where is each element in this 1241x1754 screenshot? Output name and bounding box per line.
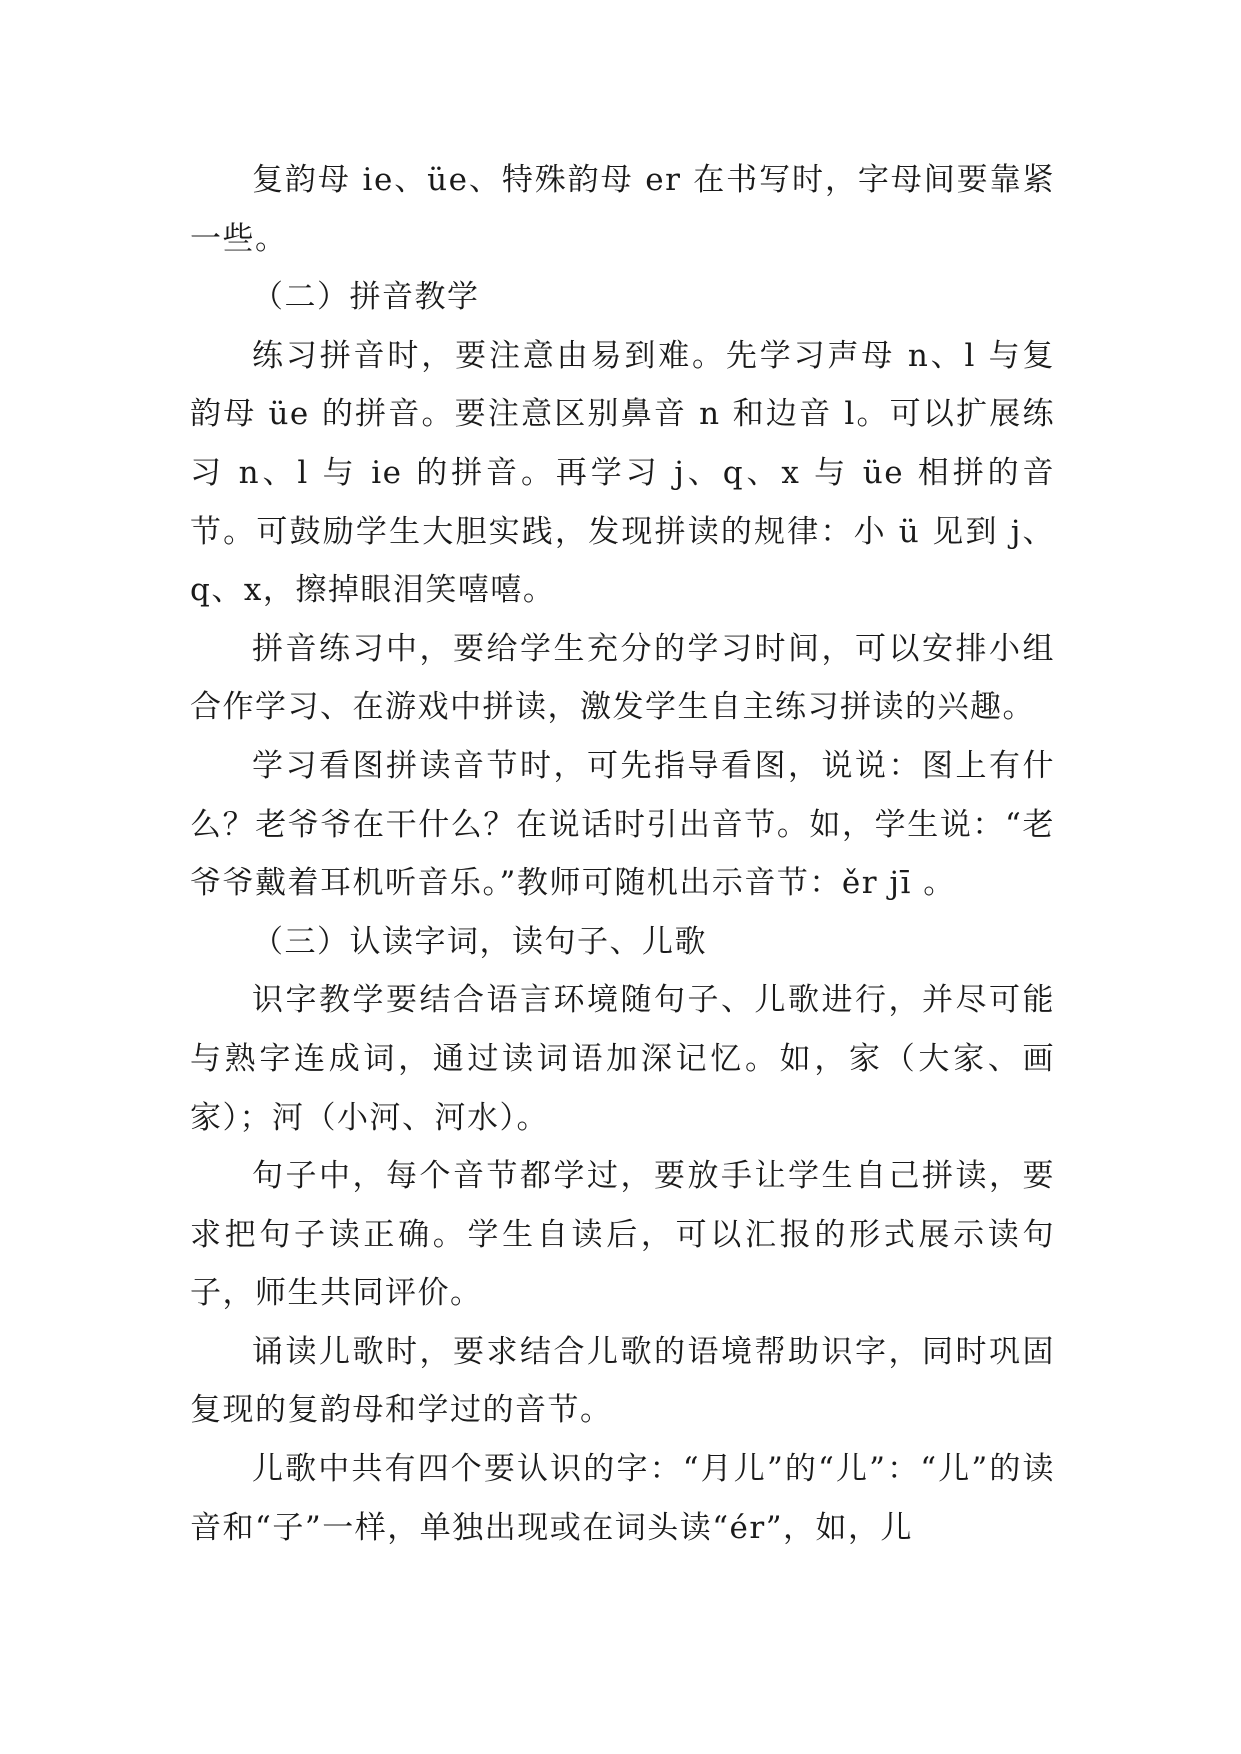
paragraph-rhyme-reading: 诵读儿歌时，要求结合儿歌的语境帮助识字，同时巩固复现的复韵母和学过的音节。 [190,1333,1055,1429]
paragraph-pinyin-practice: 练习拼音时，要注意由易到难。先学习声母 n、l 与复韵母 üe 的拼音。要注意区别鼻音 n 和边音 l。可以扩展练习 n、l 与 ie 的拼音。再学习 j、q、x 与 üe 相拼的音节。可鼓励学生大胆实践，发现拼读的规律：小 ü 见到 j、q、x，擦掉眼泪笑嘻嘻。 [190,337,1055,609]
paragraph-literacy-teaching: 识字教学要结合语言环境随句子、儿歌进行，并尽可能与熟字连成词，通过读词语加深记忆。如，家（大家、画家）；河（小河、河水）。 [190,982,1055,1136]
document-body [190,151,1055,1557]
section-heading-pinyin-teaching: （二）拼音教学 [252,279,480,316]
paragraph-sentence-reading: 句子中，每个音节都学过，要放手让学生自己拼读，要求把句子读正确。学生自读后，可以汇报的形式展示读句子，师生共同评价。 [190,1158,1055,1312]
paragraph-picture-reading: 学习看图拼读音节时，可先指导看图，说说：图上有什么？老爷爷在干什么？在说话时引出音节。如，学生说：“老爷爷戴着耳机听音乐。”教师可随机出示音节：ěr jī 。 [190,747,1055,902]
paragraph-practice-time: 拼音练习中，要给学生充分的学习时间，可以安排小组合作学习、在游戏中拼读，激发学生自主练习拼读的兴趣。 [190,630,1055,726]
paragraph-rhyme-characters: 儿歌中共有四个要认识的字：“月儿”的“儿”：“儿”的读音和“子”一样，单独出现或在词头读“ér”，如，儿 [190,1451,1055,1546]
paragraph-final-writing: 复韵母 ie、üe、特殊韵母 er 在书写时，字母间要靠紧一些。 [190,162,1055,257]
section-heading-reading-words: （三）认读字词，读句子、儿歌 [252,923,707,960]
